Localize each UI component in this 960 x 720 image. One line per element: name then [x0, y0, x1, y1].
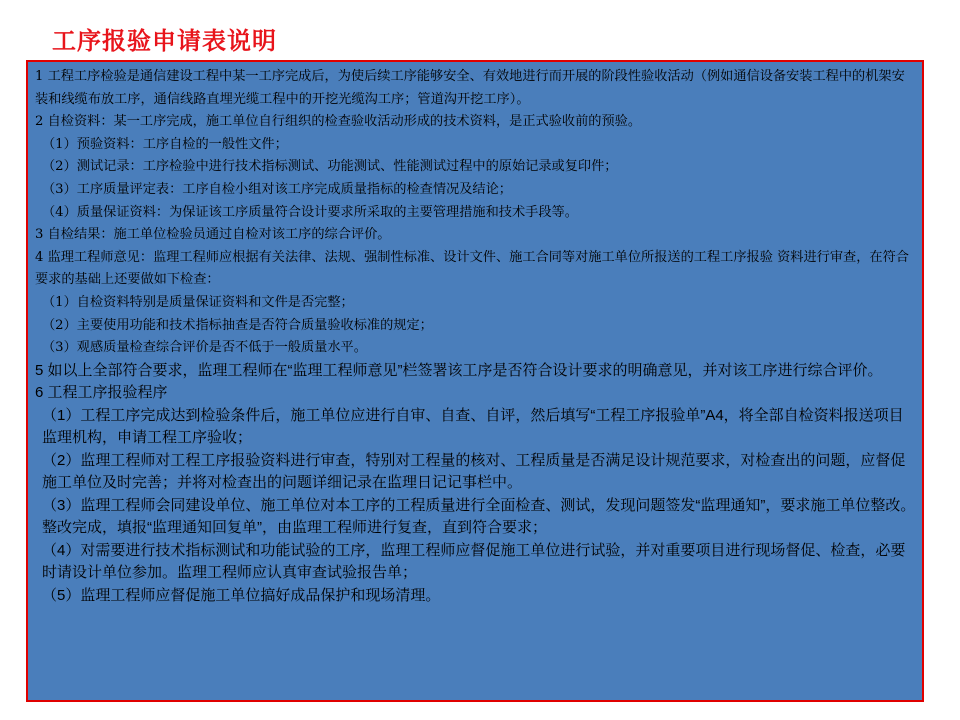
paragraph-5-signoff: 5 如以上全部符合要求，监理工程师在“监理工程师意见”栏签署该工序是否符合设计要求的明确意见，并对该工序进行综合评价。 [35, 361, 883, 379]
paragraph-4-item-2: （2）主要使用功能和技术指标抽查是否符合质量验收标准的规定； [42, 317, 433, 333]
paragraph-6-procedure-heading: 6 工程工序报验程序 [35, 384, 168, 402]
paragraph-2-self-check-materials: 2 自检资料：某一工序完成，施工单位自行组织的检查验收活动形成的技术资料，是正式验收前的预验。 [35, 114, 642, 130]
paragraph-4-item-1: （1）自检资料特别是质量保证资料和文件是否完整； [42, 294, 354, 310]
paragraph-2-item-4: （4）质量保证资料：为保证该工序质量符合设计要求所采取的主要管理措施和技术手段等。 [42, 204, 578, 220]
paragraph-6-step-2: （2）监理工程师对工程工序报验资料进行审查，特别对工程量的核对、工程质量是否满足设计规范要求，对检查出的问题，应督促施工单位及时完善；并将对检查出的问题详细记录在监理日记记事栏中。 [42, 451, 906, 492]
paragraph-2-item-3: （3）工序质量评定表：工序自检小组对该工序完成质量指标的检查情况及结论； [42, 181, 512, 197]
paragraph-1-definition: 1 工程工序检验是通信建设工程中某一工序完成后，为使后续工序能够安全、有效地进行而开展的阶段性验收活动（例如通信设备安装工程中的机架安装和线缆布放工序，通信线路直埋光缆工程中的开挖光缆沟工序；管道沟开挖工序）。 [35, 69, 905, 107]
paragraph-3-self-check-result: 3 自检结果：施工单位检验员通过自检对该工序的综合评价。 [35, 227, 391, 243]
paragraph-2-item-2: （2）测试记录：工序检验中进行技术指标测试、功能测试、性能测试过程中的原始记录或复印件； [42, 159, 618, 175]
paragraph-6-step-4: （4）对需要进行技术指标测试和功能试验的工序，监理工程师应督促施工单位进行试验，并对重要项目进行现场督促、检查，必要时请设计单位参加。监理工程师应认真审查试验报告单； [42, 541, 906, 582]
slide-title: 工序报验申请表说明 [52, 27, 277, 55]
paragraph-6-step-3: （3）监理工程师会同建设单位、施工单位对本工序的工程质量进行全面检查、测试，发现问题签发“监理通知”，要求施工单位整改。整改完成，填报“监理通知回复单”，由监理工程师进行复查，直到符合要求； [42, 496, 916, 537]
paragraph-4-supervisor-opinion: 4 监理工程师意见：监理工程师应根据有关法律、法规、强制性标准、设计文件、施工合同等对施工单位所报送的工程工序报验 资料进行审查，在符合要求的基础上还要做如下检查： [35, 249, 909, 288]
paragraph-2-item-1: （1）预验资料：工序自检的一般性文件； [42, 136, 288, 152]
paragraph-6-step-1: （1）工程工序完成达到检验条件后，施工单位应进行自审、自查、自评，然后填写“工程工序报验单”A4，将全部自检资料报送项目监理机构，申请工程工序验收； [42, 406, 904, 447]
content-box [26, 60, 924, 702]
paragraph-4-item-3: （3）观感质量检查综合评价是否不低于一般质量水平。 [42, 340, 367, 356]
paragraph-6-step-5: （5）监理工程师应督促施工单位搞好成品保护和现场清理。 [42, 586, 441, 604]
